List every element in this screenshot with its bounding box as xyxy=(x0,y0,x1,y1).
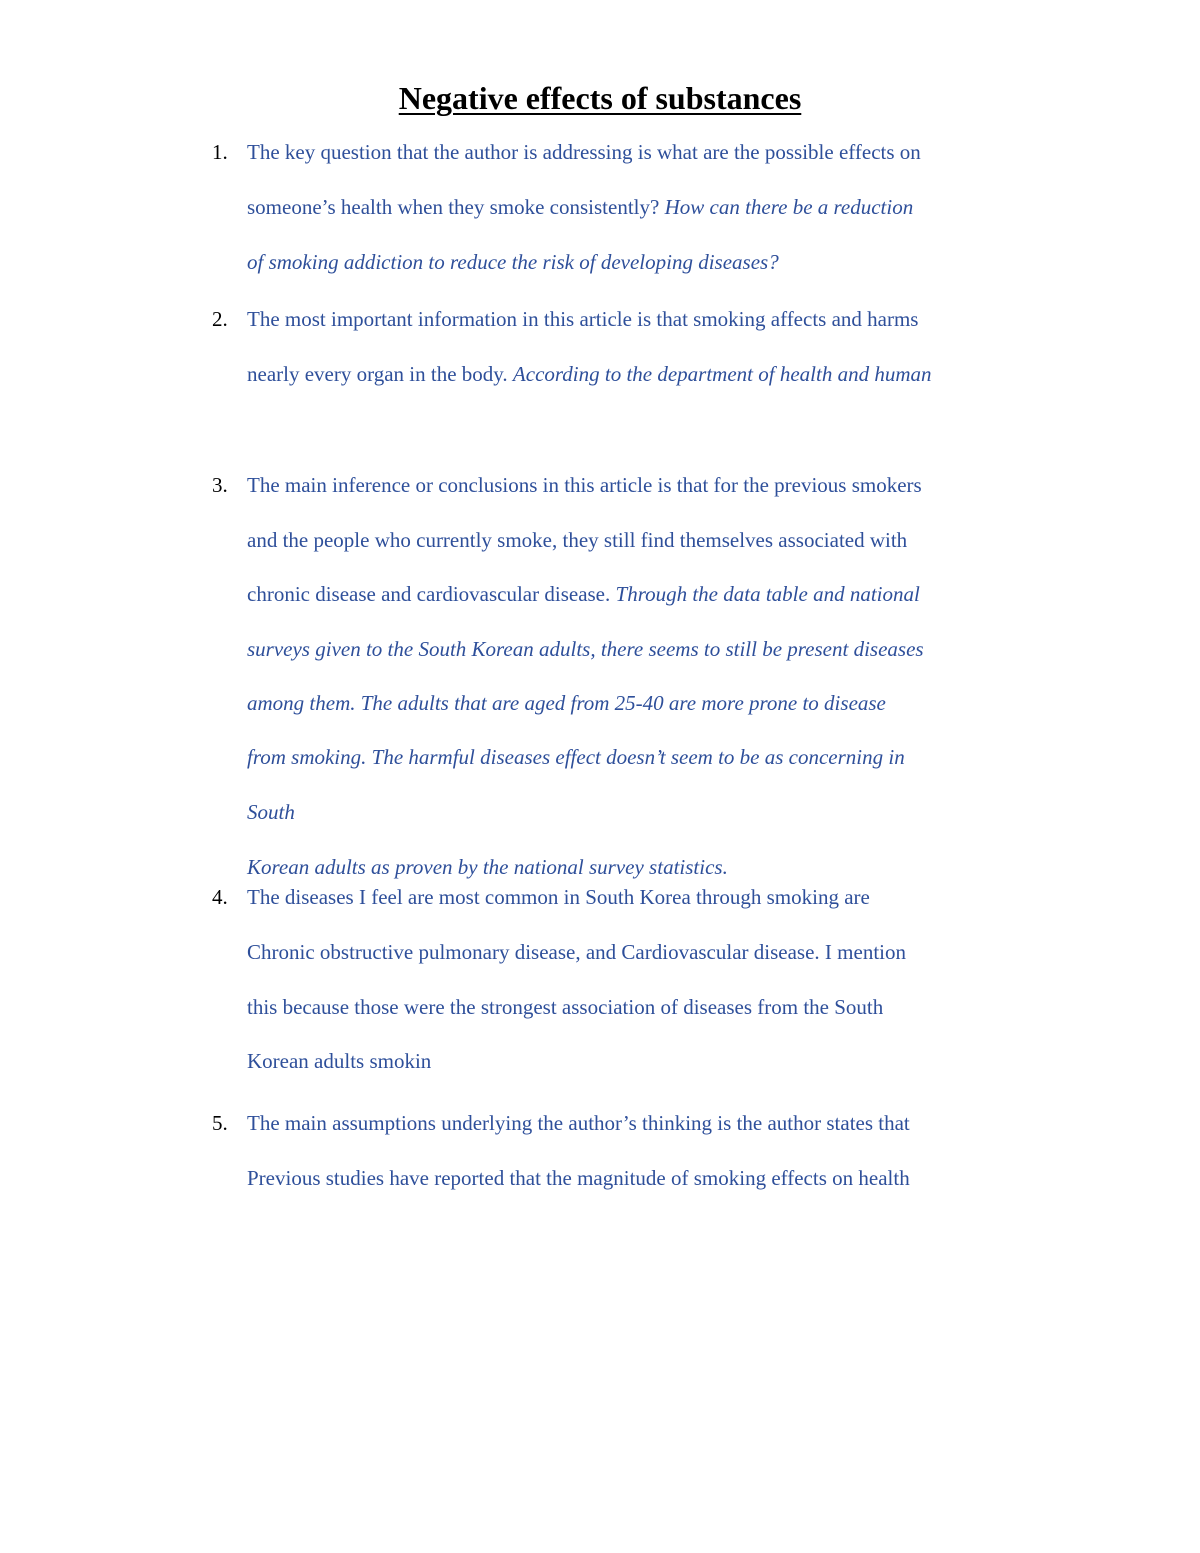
item-5-line-1: The main assumptions underlying the author’s thinking is the author states that xyxy=(247,1111,910,1135)
item-4-line-2: Chronic obstructive pulmonary disease, and Cardiovascular disease. I mention xyxy=(247,940,906,964)
item-3-line-1: The main inference or conclusions in this article is that for the previous smokers xyxy=(247,473,922,497)
page-title: Negative effects of substances xyxy=(398,80,802,116)
item-1-line-1: The key question that the author is addressing is what are the possible effects on xyxy=(247,140,921,164)
item-3-line-2: and the people who currently smoke, they still find themselves associated with xyxy=(247,528,908,552)
item-2-line-2: nearly every organ in the body. According to the department of health and human xyxy=(247,362,932,386)
item-2-line-1: The most important information in this article is that smoking affects and harms xyxy=(247,307,919,331)
item-3-line-6: from smoking. The harmful diseases effect doesn’t seem to be as concerning in xyxy=(247,745,905,769)
item-4-line-4: Korean adults smokin xyxy=(247,1049,432,1073)
item-5-line-2: Previous studies have reported that the magnitude of smoking effects on health xyxy=(247,1166,910,1190)
item-3-line-7: South xyxy=(247,800,295,824)
item-1-number: 1. xyxy=(212,140,228,164)
item-3-line-5: among them. The adults that are aged from 25-40 are more prone to disease xyxy=(247,691,886,715)
item-5-number: 5. xyxy=(212,1111,228,1135)
item-3-line-8: Korean adults as proven by the national survey statistics. xyxy=(247,855,728,879)
item-3-line-4: surveys given to the South Korean adults, there seems to still be present diseases xyxy=(247,637,924,661)
item-1-line-2: someone’s health when they smoke consistently? How can there be a reduction xyxy=(247,195,914,219)
item-4-number: 4. xyxy=(212,885,228,909)
item-2-number: 2. xyxy=(212,307,228,331)
item-3-line-3: chronic disease and cardiovascular disease. Through the data table and national xyxy=(247,582,920,606)
item-4-line-3: this because those were the strongest association of diseases from the South xyxy=(247,995,884,1019)
item-1-line-3: of smoking addiction to reduce the risk of developing diseases? xyxy=(247,250,779,274)
item-3-number: 3. xyxy=(212,473,228,497)
item-4-line-1: The diseases I feel are most common in South Korea through smoking are xyxy=(247,885,870,909)
